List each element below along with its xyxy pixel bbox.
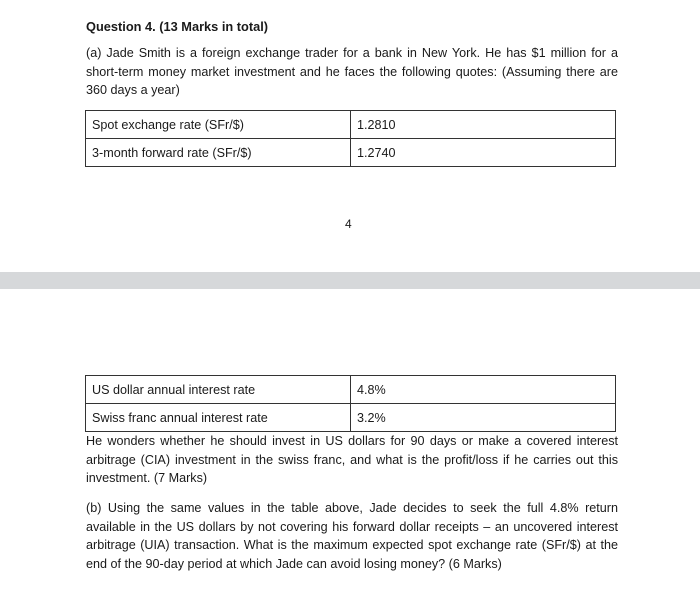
table-cell-label: 3-month forward rate (SFr/$) xyxy=(86,139,351,167)
quotes-table xyxy=(85,110,616,167)
page-gap-divider xyxy=(0,272,700,289)
table-cell-value: 3.2% xyxy=(351,404,616,432)
part-a-paragraph: (a) Jade Smith is a foreign exchange trader for a bank in New York. He has $1 million for a short-term money market investment and he faces the following quotes: (Assuming there are 360 days a year) xyxy=(86,46,618,97)
page-top xyxy=(0,0,700,272)
table-cell-label: Swiss franc annual interest rate xyxy=(86,404,351,432)
table-cell-label: Spot exchange rate (SFr/$) xyxy=(86,111,351,139)
table-row xyxy=(86,404,616,432)
interest-rates-table xyxy=(85,375,616,432)
question-title: Question 4. (13 Marks in total) xyxy=(86,19,269,34)
part-b-paragraph: (b) Using the same values in the table above, Jade decides to seek the full 4.8% return available in the US dollars by not covering his forward dollar receipts – an uncovered interest arbitrage (UIA) transaction. What is the maximum expected spot exchange rate (SFr/$) at the end of the 90-day period at which Jade can avoid losing money? (6 Marks) xyxy=(86,501,618,571)
table-cell-value: 4.8% xyxy=(351,376,616,404)
page-number: 4 xyxy=(345,217,352,231)
table-cell-value: 1.2810 xyxy=(351,111,616,139)
table-row xyxy=(86,111,616,139)
table-cell-value: 1.2740 xyxy=(351,139,616,167)
table-row xyxy=(86,376,616,404)
table-cell-label: US dollar annual interest rate xyxy=(86,376,351,404)
table-row xyxy=(86,139,616,167)
cia-paragraph: He wonders whether he should invest in US dollars for 90 days or make a covered interest arbitrage (CIA) investment in the swiss franc, and what is the profit/loss if he carries out this investment. (7 Marks) xyxy=(86,434,618,485)
